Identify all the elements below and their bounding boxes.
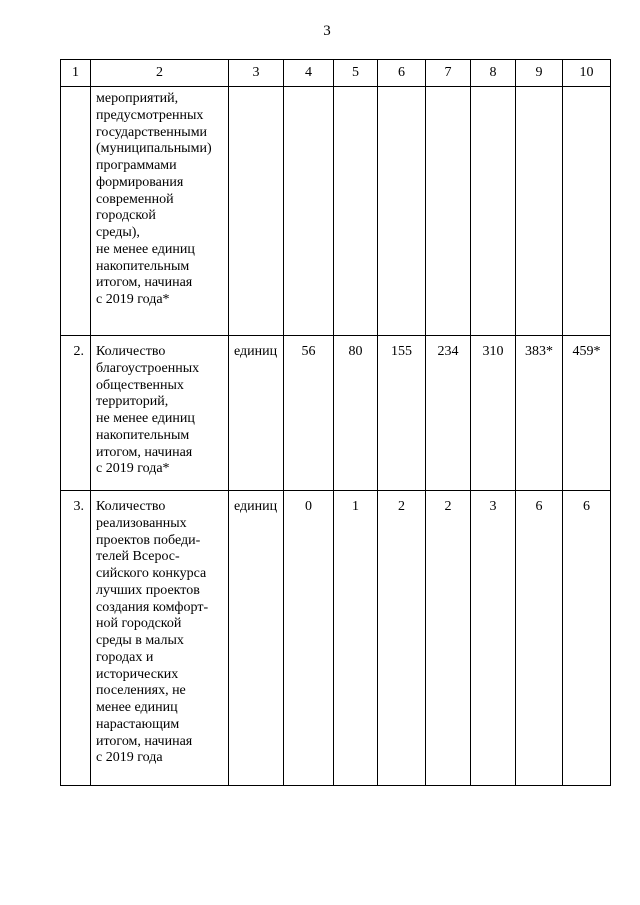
indicator-value: 459* — [563, 336, 611, 491]
column-number: 3 — [229, 60, 284, 87]
indicator-value: 2 — [426, 491, 471, 786]
description-line: общественных — [96, 377, 184, 393]
column-number: 1 — [61, 60, 91, 87]
indicators-table — [60, 59, 611, 786]
column-number: 5 — [334, 60, 378, 87]
indicator-value: 6 — [516, 491, 563, 786]
unit-of-measure: единиц — [229, 491, 284, 786]
table-row — [61, 336, 611, 491]
description-line: проектов победи- — [96, 532, 201, 548]
indicator-value: 56 — [284, 336, 334, 491]
indicator-description — [91, 336, 229, 491]
column-number: 10 — [563, 60, 611, 87]
row-number: 3. — [61, 491, 91, 786]
description-line: современной — [96, 191, 174, 207]
row-number — [61, 87, 91, 336]
column-number: 7 — [426, 60, 471, 87]
description-line: создания комфорт- — [96, 599, 209, 615]
column-number: 8 — [471, 60, 516, 87]
indicator-value: 383* — [516, 336, 563, 491]
description-line: программами — [96, 158, 177, 173]
description-line: не менее единиц — [96, 241, 195, 257]
description-line: нарастающим — [96, 716, 180, 732]
indicator-value: 3 — [471, 491, 516, 786]
column-number: 4 — [284, 60, 334, 87]
indicator-value: 6 — [563, 491, 611, 786]
description-line: лучших проектов — [96, 582, 200, 598]
indicator-value: 2 — [378, 491, 426, 786]
unit-of-measure — [229, 87, 284, 336]
description-line: с 2019 года* — [96, 292, 170, 307]
description-line: среды), — [96, 225, 140, 240]
indicator-value: 1 — [334, 491, 378, 786]
indicator-description — [91, 87, 229, 336]
row-number: 2. — [61, 336, 91, 491]
indicator-value: 80 — [334, 336, 378, 491]
description-line: реализованных — [96, 515, 187, 531]
description-line: среды в малых — [96, 633, 184, 648]
column-number: 6 — [378, 60, 426, 87]
description-line: с 2019 года* — [96, 461, 170, 477]
page-number: 3 — [323, 23, 331, 39]
description-line: территорий, — [96, 394, 169, 410]
indicator-value — [516, 87, 563, 336]
description-line: накопительным — [96, 258, 190, 274]
description-line: исторических — [96, 666, 179, 682]
indicator-value: 0 — [284, 491, 334, 786]
indicator-value — [563, 87, 611, 336]
description-line: Количество — [96, 344, 166, 359]
description-line: итогом, начиная — [96, 275, 193, 291]
column-number-row — [61, 60, 611, 87]
description-line: поселениях, не — [96, 683, 186, 699]
indicator-value — [378, 87, 426, 336]
indicator-value: 310 — [471, 336, 516, 491]
description-line: менее единиц — [96, 700, 178, 715]
description-line: государственными — [96, 124, 208, 140]
description-line: итогом, начиная — [96, 444, 193, 460]
indicator-value — [471, 87, 516, 336]
table-row — [61, 87, 611, 336]
description-line: благоустроенных — [96, 360, 200, 376]
column-number: 9 — [516, 60, 563, 87]
indicator-value — [426, 87, 471, 336]
description-line: итогом, начиная — [96, 733, 193, 749]
indicator-value — [284, 87, 334, 336]
description-line: сийского конкурса — [96, 566, 207, 581]
indicator-value: 234 — [426, 336, 471, 491]
unit-of-measure: единиц — [229, 336, 284, 491]
description-line: не менее единиц — [96, 411, 195, 426]
description-line: телей Всерос- — [96, 549, 180, 565]
description-line: накопительным — [96, 427, 190, 443]
description-line: городской — [96, 208, 156, 224]
table-row — [61, 491, 611, 786]
description-line: городах и — [96, 649, 154, 665]
description-line: формирования — [96, 174, 184, 190]
description-line: (муниципальными) — [96, 141, 212, 157]
column-number: 2 — [91, 60, 229, 87]
description-line: с 2019 года — [96, 750, 163, 766]
description-line: ной городской — [96, 616, 182, 632]
indicator-description — [91, 491, 229, 786]
description-line: мероприятий, — [96, 91, 179, 106]
indicator-value — [334, 87, 378, 336]
description-line: Количество — [96, 499, 166, 514]
indicator-value: 155 — [378, 336, 426, 491]
description-line: предусмотренных — [96, 107, 204, 123]
